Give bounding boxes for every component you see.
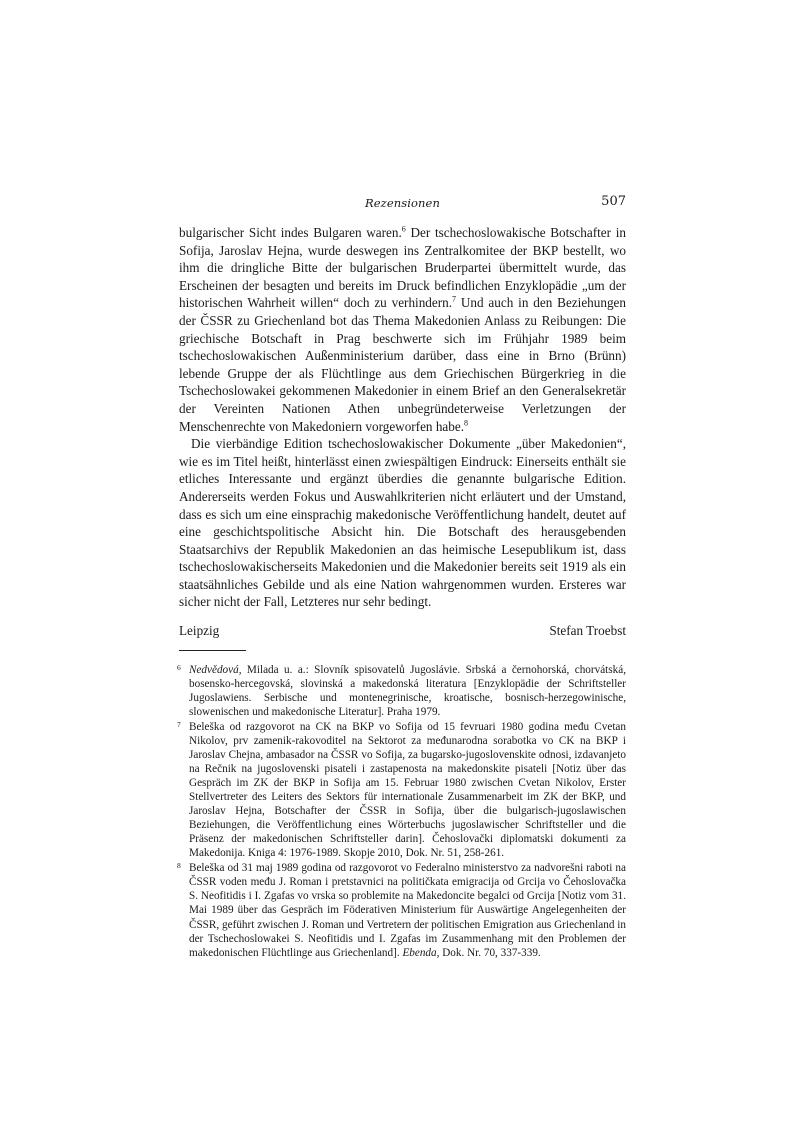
footnote-ref-6[interactable]: 6 xyxy=(401,224,406,234)
footnote-6 xyxy=(179,663,626,719)
review-body xyxy=(179,224,626,611)
footnote-ref-7[interactable]: 7 xyxy=(452,294,457,304)
page-number: 507 xyxy=(601,194,626,209)
footnote-7 xyxy=(179,720,626,860)
footnote-source: Ebenda, xyxy=(402,946,440,959)
paragraph-2: Die vierbändige Edition tschechoslowakischer Dokumente „über Makedonien“, wie es im Titel heißt, hinterlässt einen zwiespältigen Eindruck: Einerseits enthält sie etliches Interessante und ergänzt überdies die genannte bulgarische Edition. Andererseits werden Fokus und Auswahlkriterien nicht erläutert und der Umstand, dass es sich um eine einsprachig makedonische Veröffentlichung handelt, deutet auf eine geschichtspolitische Absicht hin. Die Botschaft des herausgebenden Staatsarchivs der Republik Makedonien an das heimische Lesepublikum ist, dass tschechoslowakischerseits Makedonien und die Makedonier bereits seit 1919 als ein staatsähnliches Gebilde und als eine Nation wahrgenommen wurden. Ersteres war sicher nicht der Fall, Letzteres nur sehr bedingt. xyxy=(179,436,626,610)
footnote-body: Milada u. a.: Slovník spisovatelů Jugoslávie. Srbská a černohorská, chorvátská, bosensko-hercegovská, slovinská a makedonská literatura [Enzyklopädie der Schriftsteller Jugoslawiens. Serbische und montenegrinische, kroatische, bosnisch-herzegowinische, slowenischen und makedonische Literatur]. Praha 1979. xyxy=(189,663,626,718)
signature xyxy=(179,622,626,640)
footnote-body: Beleška od razgovorot na CK na BKP vo Sofija od 15 fevruari 1980 godina među Cvetan Nikolov, prv zamenik-rakovoditel na Sektorot za međunarodna sorabotka vo CK na BKP i Jaroslav Chejna, ambasador na ČSSR vo Sofija, za bugarsko-jugoslovenskite odnosi, izdavanjeto na Rečnik na jugoslovenski pisateli i zastapenosta na makedonskite pisateli [Notiz über das Gespräch im ZK der BKP in Sofija am 15. Februar 1980 zwischen Cvetan Nikolov, Erster Stellvertreter des Leiters des Sektors für internationale Zusammenarbeit im ZK der BKP, und Jaroslav Hejna, Botschafter der ČSSR in Sofija, über die bulgarisch-jugoslawischen Beziehungen, die Veröffentlichung eines Wörterbuchs jugoslawischer Schriftsteller und die Präsenz der makedonischen Schriftsteller darin]. Čehoslovački diplomatski dokumenti za Makedonija. Kniga 4: 1976-1989. Skopje 2010, Dok. Nr. 51, 258-261. xyxy=(189,720,626,860)
footnote-number: 7 xyxy=(177,719,181,729)
footnotes xyxy=(179,663,626,960)
footnote-author: Nedvědová, xyxy=(189,663,242,676)
footnote-ref-8[interactable]: 8 xyxy=(464,418,469,428)
running-head xyxy=(179,194,626,212)
page xyxy=(179,194,626,961)
footnote-divider xyxy=(179,650,246,651)
footnote-body: Beleška od 31 maj 1989 godina od razgovorot vo Federalno ministerstvo za nadvorešni raboti na ČSSR voden među J. Roman i pretstavnici na političkata emigracija od Grcija vo Čehoslovačka S. Neofitidis i I. Zgafas vo vrska so problemite na Makedoncite begalci od Grcija [Notiz vom 31. Mai 1989 über das Gespräch im Föderativen Ministerium für Auswärtige Angelegenheiten der ČSSR, geführt zwischen J. Roman und Vertretern der politischen Emigration aus Griechenland in der Tschechoslowakei S. Neofitidis und I. Zgafas im Zusammenhang mit den Problemen der makedonischen Flüchtlinge aus Griechenland]. xyxy=(189,862,626,959)
footnote-number: 8 xyxy=(177,861,181,871)
text-run: bulgarischer Sicht indes Bulgaren waren. xyxy=(179,225,402,240)
signature-author: Stefan Troebst xyxy=(549,623,626,639)
running-head-title: Rezensionen xyxy=(365,196,440,210)
footnote-text xyxy=(189,720,626,860)
text-run: Der tschechoslowakische Botschafter in Sofija, Jaroslav Hejna, wurde deswegen ins Zentralkomitee der BKP bestellt, wo ihm die dringliche Bitte der bulgarischen Bruderpartei übermittelt wurde, das Erscheinen der besagten und bereits im Druck befindlichen Enzyklopädie „um der historischen Wahrheit willen“ doch zu verhindern. xyxy=(179,225,626,311)
paragraph-1 xyxy=(179,224,626,435)
footnote-8 xyxy=(179,861,626,959)
signature-place: Leipzig xyxy=(179,623,220,639)
footnote-number: 6 xyxy=(177,662,181,672)
footnote-text xyxy=(189,861,626,959)
footnote-source-rest: Dok. Nr. 70, 337-339. xyxy=(439,946,541,959)
footnote-text xyxy=(189,663,626,719)
text-run: Und auch in den Beziehungen der ČSSR zu Griechenland bot das Thema Makedonien Anlass zu Reibungen: Die griechische Botschaft in Prag beschwerte sich im Frühjahr 1989 beim tschechoslowakischen Außenministerium darüber, dass eine in Brno (Brünn) lebende Gruppe der als Flüchtlinge aus dem Griechischen Bürgerkrieg in die Tschechoslowakei gekommenen Makedonier in einem Brief an den Generalsekretär der Vereinten Nationen Athen unbegründeterweise Verletzungen der Menschenrechte von Makedoniern vorgeworfen habe. xyxy=(179,295,626,434)
